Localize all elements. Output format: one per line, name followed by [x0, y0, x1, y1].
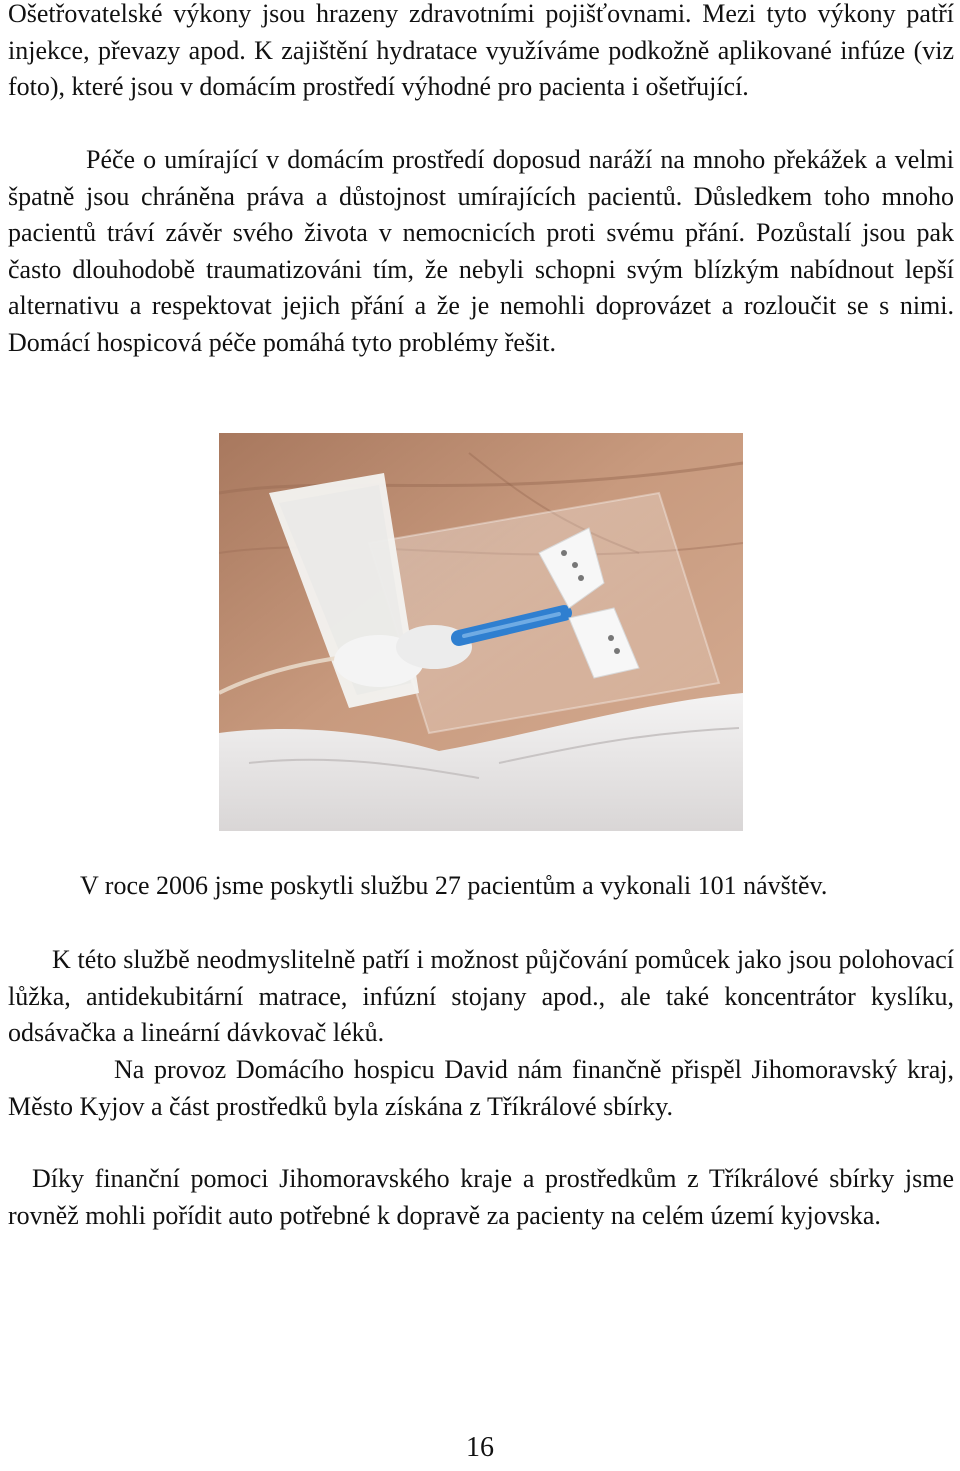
- page-number: 16: [466, 1432, 494, 1463]
- paragraph-car-purchase: Díky finanční pomoci Jihomoravského kraje a prostředkům z Tříkrálové sbírky jsme rovněž mohli pořídit auto potřebné k dopravě za pacienty na celém území kyjovska.: [8, 1164, 954, 1230]
- paragraph-funding: Na provoz Domácího hospicu David nám finančně přispěl Jihomoravský kraj, Město Kyjov a část prostředků byla získána z Tříkrálové sbírky.: [8, 1055, 954, 1121]
- paragraph-equipment-rental: K této službě neodmyslitelně patří i možnost půjčování pomůcek jako jsou polohovací lůžka, antidekubitární matrace, infúzní stojany apod., ale také koncentrátor kyslíku, odsávačka a lineární dávkovač léků.: [8, 945, 954, 1048]
- subcutaneous-infusion-photo-icon: [219, 433, 743, 831]
- paragraph-nursing-procedures: Ošetřovatelské výkony jsou hrazeny zdravotními pojišťovnami. Mezi tyto výkony patří injekce, převazy apod. K zajištění hydratace využíváme podkožně aplikované infúze (viz foto), které jsou v domácím prostředí výhodné pro pacienta i ošetřující.: [8, 0, 954, 102]
- infusion-photo: [219, 433, 743, 831]
- paragraph-end-of-life-care: Péče o umírající v domácím prostředí doposud naráží na mnoho překážek a velmi špatně jsou chráněna práva a důstojnost umírajících pacientů. Důsledkem toho mnoho pacientů tráví závěr svého života v nemocnicích proti svému přání. Pozůstalí jsou pak často dlouhodobě traumatizováni tím, že nebyli schopni svým blízkým nabídnout lepší alternativu a respektovat jejich přání a že je nemohli doprovázet a rozloučit se s nimi. Domácí hospicová péče pomáhá tyto problémy řešit.: [8, 145, 954, 357]
- paragraph-statistics-2006: V roce 2006 jsme poskytli službu 27 pacientům a vykonali 101 návštěv.: [80, 871, 828, 900]
